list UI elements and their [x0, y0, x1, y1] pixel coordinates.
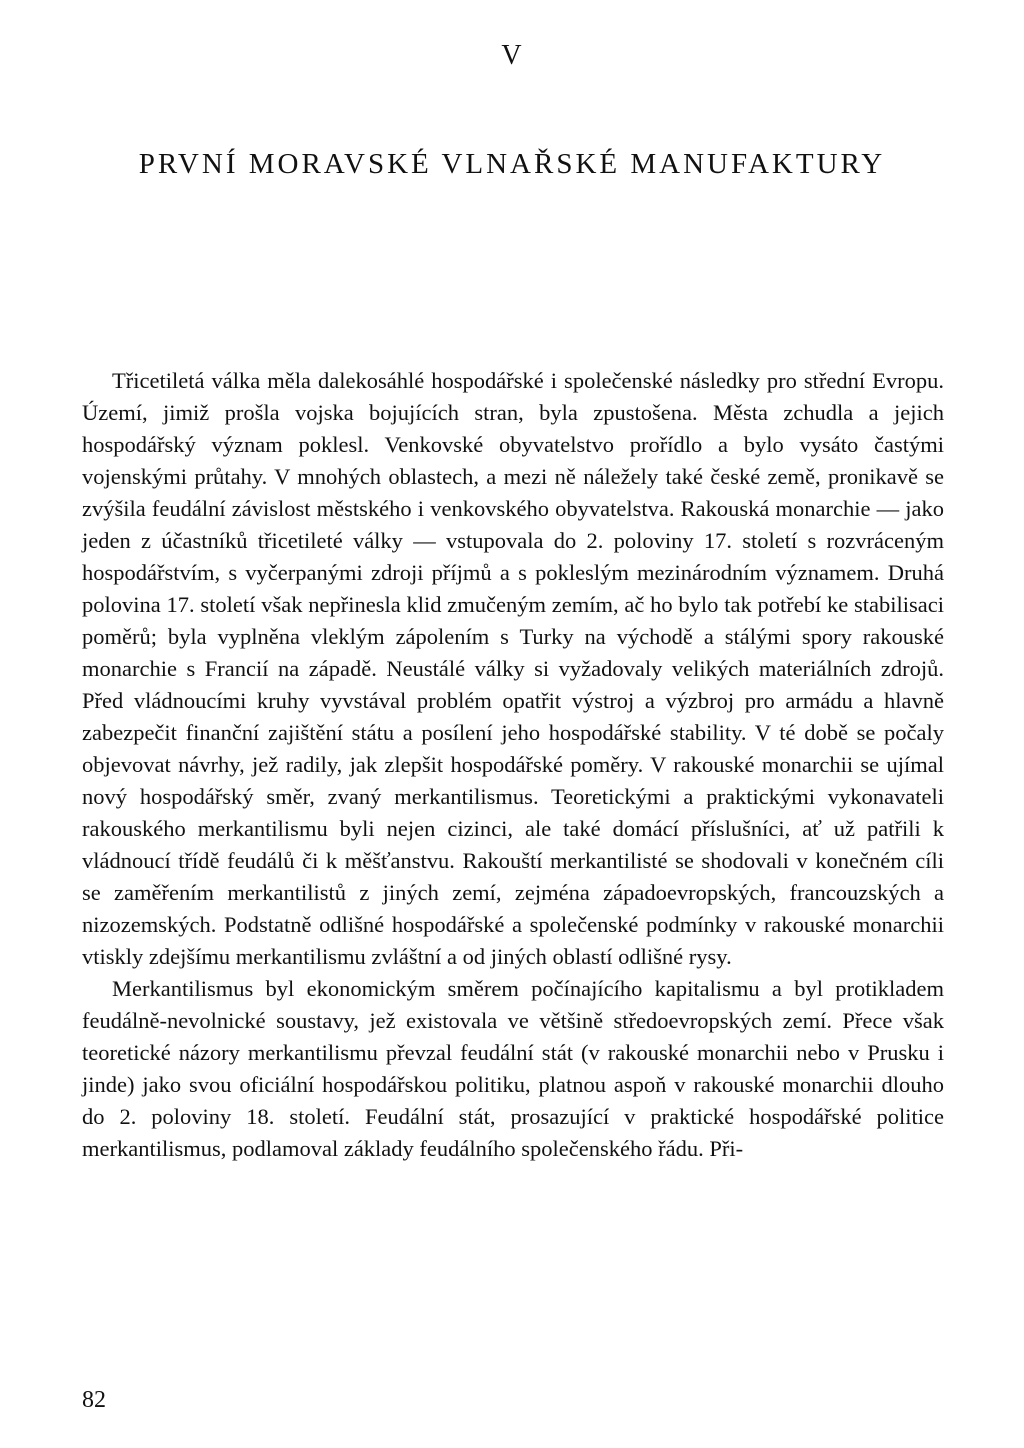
paragraph: Merkantilismus byl ekonomickým směrem počínajícího kapitalismu a byl protikladem feudálně-nevolnické soustavy, jež existovala ve většině středoevropských zemí. Přece však teoretické názory merkantilismu převzal feudální stát (v rakouské monarchii nebo v Prusku i jinde) jako svou oficiální hospodářskou politiku, platnou aspoň v rakouské monarchii dlouho do 2. poloviny 18. století. Feudální stát, prosazující v praktické hospodářské politice merkantilismus, podlamoval základy feudálního společenského řádu. Při- [82, 976, 944, 1161]
paragraph: Třicetiletá válka měla dalekosáhlé hospodářské i společenské následky pro střední Evropu. Území, jimiž prošla vojska bojujících stran, byla zpustošena. Města zchudla a jejich hospodářský význam poklesl. Venkovské obyvatelstvo prořídlo a bylo vysáto častými vojenskými průtahy. V mnohých oblastech, a mezi ně náležely také české země, pronikavě se zvýšila feudální závislost městského i venkovského obyvatelstva. Rakouská monarchie — jako jeden z účastníků třicetileté války — vstupovala do 2. poloviny 17. století s rozvráceným hospodářstvím, s vyčerpanými zdroji příjmů a s pokleslým mezinárodním významem. Druhá polovina 17. století však nepřinesla klid zmučeným zemím, ač ho bylo tak potřebí ke stabilisaci poměrů; byla vyplněna vleklým zápolením s Turky na východě a stálými spory rakouské monarchie s Francií na západě. Neustálé války si vyžadovaly velikých materiálních zdrojů. Před vládnoucími kruhy vyvstával problém opatřit výstroj a výzbroj pro armádu a hlavně zabezpečit finanční zajištění státu a posílení jeho hospodářské stability. V té době se počaly objevovat návrhy, jež radily, jak zlepšit hospodářské poměry. V rakouské monarchii se ujímal nový hospodářský směr, zvaný merkantilismus. Teoretickými a praktickými vykonavateli rakouského merkantilismu byli nejen cizinci, ale také domácí příslušníci, ať už patřili k vládnoucí třídě feudálů či k měšťanstvu. Rakouští merkantilisté se shodovali v konečném cíli se zaměřením merkantilistů z jiných zemí, zejména západoevropských, francouzských a nizozemských. Podstatně odlišné hospodářské a společenské podmínky v rakouské monarchii vtiskly zdejšímu merkantilismu zvláštní a od jiných oblastí odlišné rysy. [82, 368, 944, 969]
body-text [82, 365, 944, 1165]
page-number: 82 [82, 1387, 106, 1413]
chapter-title: PRVNÍ MORAVSKÉ VLNAŘSKÉ MANUFAKTURY [138, 148, 886, 180]
chapter-number: V [501, 40, 523, 71]
